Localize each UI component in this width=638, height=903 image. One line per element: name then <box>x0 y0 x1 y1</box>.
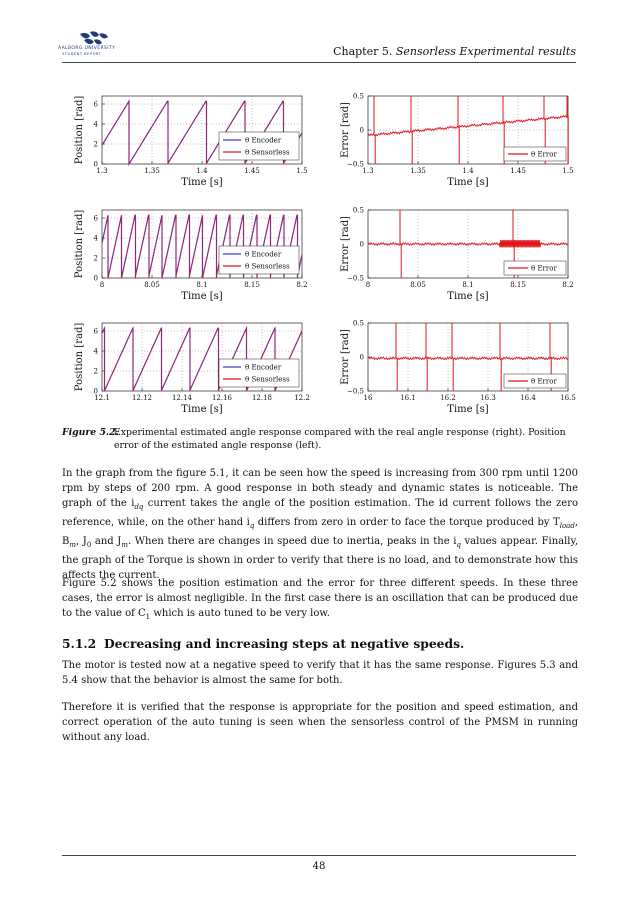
x-tick-label: 8.2 <box>562 281 574 289</box>
series-error-line <box>368 357 568 360</box>
figure-5-2 <box>62 68 578 418</box>
x-tick-label: 8.15 <box>510 281 526 289</box>
x-tick-label: 16.2 <box>440 394 456 402</box>
y-axis-label: Error [rad] <box>340 216 351 272</box>
x-tick-label: 8.1 <box>196 281 208 289</box>
legend-label-error: θ Error <box>531 377 557 386</box>
y-tick-label: 0 <box>93 160 98 169</box>
legend-label-encoder: θ Encoder <box>245 250 282 259</box>
x-tick-label: 16.5 <box>560 394 576 402</box>
x-tick-label: 12.2 <box>294 394 310 402</box>
p1-text-e: , J <box>76 536 87 547</box>
p1-sub-m2: m <box>121 541 128 549</box>
figure-panels <box>62 68 578 418</box>
x-tick-label: 1.5 <box>562 167 574 175</box>
p1-sub-m: m <box>69 541 76 549</box>
x-tick-label: 1.3 <box>96 167 108 175</box>
legend-label-sensorless: θ Sensorless <box>245 375 290 384</box>
x-axis-label: Time [s] <box>447 177 489 188</box>
legend-label-sensorless: θ Sensorless <box>245 262 290 271</box>
y-tick-label: 6 <box>93 100 98 109</box>
x-tick-label: 16.4 <box>520 394 536 402</box>
y-tick-label: 0.5 <box>352 319 364 328</box>
p1-sub-dq: dq <box>134 503 144 511</box>
x-axis-label: Time [s] <box>181 291 223 302</box>
y-axis-label: Position [rad] <box>74 322 85 392</box>
paragraph-2 <box>62 576 578 625</box>
y-tick-label: 4 <box>93 234 98 243</box>
p1-text-f: and J <box>91 536 122 547</box>
x-tick-label: 12.14 <box>171 394 193 402</box>
y-tick-label: 0 <box>93 387 98 396</box>
x-axis-label: Time [s] <box>181 404 223 415</box>
y-tick-label: 6 <box>93 327 98 336</box>
x-tick-label: 1.45 <box>244 167 260 175</box>
x-tick-label: 8.2 <box>296 281 308 289</box>
section-heading <box>62 636 464 651</box>
x-tick-label: 12.16 <box>211 394 233 402</box>
x-tick-label: 1.35 <box>144 167 160 175</box>
y-axis-label: Position [rad] <box>74 95 85 165</box>
legend-label-sensorless: θ Sensorless <box>245 148 290 157</box>
y-tick-label: 0 <box>93 274 98 283</box>
running-header <box>333 45 576 58</box>
p1-text-b: current takes the angle of the position estimation. The id current follows the zero reference, while, on the other hand i <box>62 498 579 528</box>
x-tick-label: 1.3 <box>362 167 374 175</box>
x-tick-label: 8 <box>365 281 371 289</box>
x-tick-label: 1.5 <box>296 167 308 175</box>
paragraph-4: Therefore it is verified that the response is appropriate for the position and speed estimation, and correct operation of the auto tuning is seen when the sensorless control of the PMSM in running without any load. <box>62 702 578 743</box>
p1-text-c: differs from zero in order to face the torque produced by T <box>254 517 560 528</box>
y-tick-label: 0.5 <box>352 92 364 101</box>
y-tick-label: 0 <box>359 126 364 135</box>
y-tick-label: 4 <box>93 120 98 129</box>
x-tick-label: 12.12 <box>131 394 153 402</box>
p1-text: In the graph from the figure 5.1, it can be seen how the speed is increasing from 300 rpm until 1200 rpm by steps of 200 rpm. A good response in both steady and dynamic states is noticeable. The graph of the i <box>62 468 578 509</box>
y-tick-label: 2 <box>93 140 98 149</box>
y-tick-label: 4 <box>93 347 98 356</box>
p1-sub-q: q <box>249 522 255 530</box>
footer-rule <box>62 855 576 856</box>
paragraph-1 <box>62 466 578 583</box>
p1-text-g: . When there are changes in speed due to inertia, peaks in the i <box>127 536 457 547</box>
y-tick-label: −0.5 <box>347 387 364 396</box>
legend-label-error: θ Error <box>531 150 557 159</box>
figure-label: Figure 5.2. <box>62 427 119 438</box>
x-tick-label: 8.1 <box>462 281 474 289</box>
x-axis-label: Time [s] <box>447 291 489 302</box>
p1-text-h: values appear. Finally, the graph of the Torque is shown in order to verify that there is no load, and to demonstrate how this affects the current. <box>62 536 579 581</box>
logo-line2: STUDENT REPORT <box>62 52 102 56</box>
p2-text-b: which is auto tuned to be very low. <box>150 608 330 619</box>
x-tick-label: 1.35 <box>410 167 426 175</box>
x-tick-label: 12.18 <box>251 394 273 402</box>
y-axis-label: Position [rad] <box>74 209 85 279</box>
y-tick-label: 6 <box>93 214 98 223</box>
y-axis-label: Error [rad] <box>340 329 351 385</box>
p1-sub-q2: q <box>456 541 461 549</box>
x-tick-label: 8 <box>99 281 105 289</box>
p2-sub-1: 1 <box>145 613 151 621</box>
paragraph-3: The motor is tested now at a negative speed to verify that it has the same response. Figures 5.3 and 5.4 show that the behavior is almost the same for both. <box>62 660 578 686</box>
y-tick-label: 0 <box>359 240 364 249</box>
x-tick-label: 16 <box>363 394 373 402</box>
y-tick-label: 2 <box>93 367 98 376</box>
figure-caption-text: Experimental estimated angle response compared with the real angle response (right). Position error of the estimated angle response (left). <box>114 427 566 451</box>
x-tick-label: 16.3 <box>480 394 496 402</box>
x-tick-label: 16.1 <box>400 394 416 402</box>
section-number: 5.1.2 <box>62 636 97 651</box>
x-axis-label: Time [s] <box>181 177 223 188</box>
x-tick-label: 1.4 <box>196 167 208 175</box>
y-tick-label: −0.5 <box>347 274 364 283</box>
page-number: 48 <box>312 861 326 872</box>
x-tick-label: 8.05 <box>144 281 160 289</box>
section-title: Decreasing and increasing steps at negative speeds. <box>104 636 465 651</box>
header-rule <box>62 62 576 63</box>
x-tick-label: 1.45 <box>510 167 526 175</box>
logo-line1: AALBORG UNIVERSITY <box>58 46 116 51</box>
chapter-prefix: Chapter 5. <box>333 45 393 58</box>
x-axis-label: Time [s] <box>447 404 489 415</box>
x-tick-label: 8.05 <box>410 281 426 289</box>
legend-label-error: θ Error <box>531 264 557 273</box>
x-tick-label: 8.15 <box>244 281 260 289</box>
y-tick-label: 2 <box>93 254 98 263</box>
y-tick-label: 0.5 <box>352 206 364 215</box>
chapter-title: Sensorless Experimental results <box>395 45 576 58</box>
p1-text-d: , B <box>62 517 578 547</box>
p1-sub-0: 0 <box>86 541 92 549</box>
x-tick-label: 12.1 <box>94 394 110 402</box>
legend-label-encoder: θ Encoder <box>245 136 282 145</box>
y-tick-label: 0 <box>359 353 364 362</box>
y-axis-label: Error [rad] <box>340 102 351 158</box>
legend-label-encoder: θ Encoder <box>245 363 282 372</box>
p1-sub-load: load <box>559 522 575 530</box>
y-tick-label: −0.5 <box>347 160 364 169</box>
p2-text: Figure 5.2 shows the position estimation and the error for three different speeds. In these three cases, the error is almost negligible. In the first case there is an oscillation that can be produced due to the value of C <box>62 578 578 619</box>
x-tick-label: 1.4 <box>462 167 474 175</box>
